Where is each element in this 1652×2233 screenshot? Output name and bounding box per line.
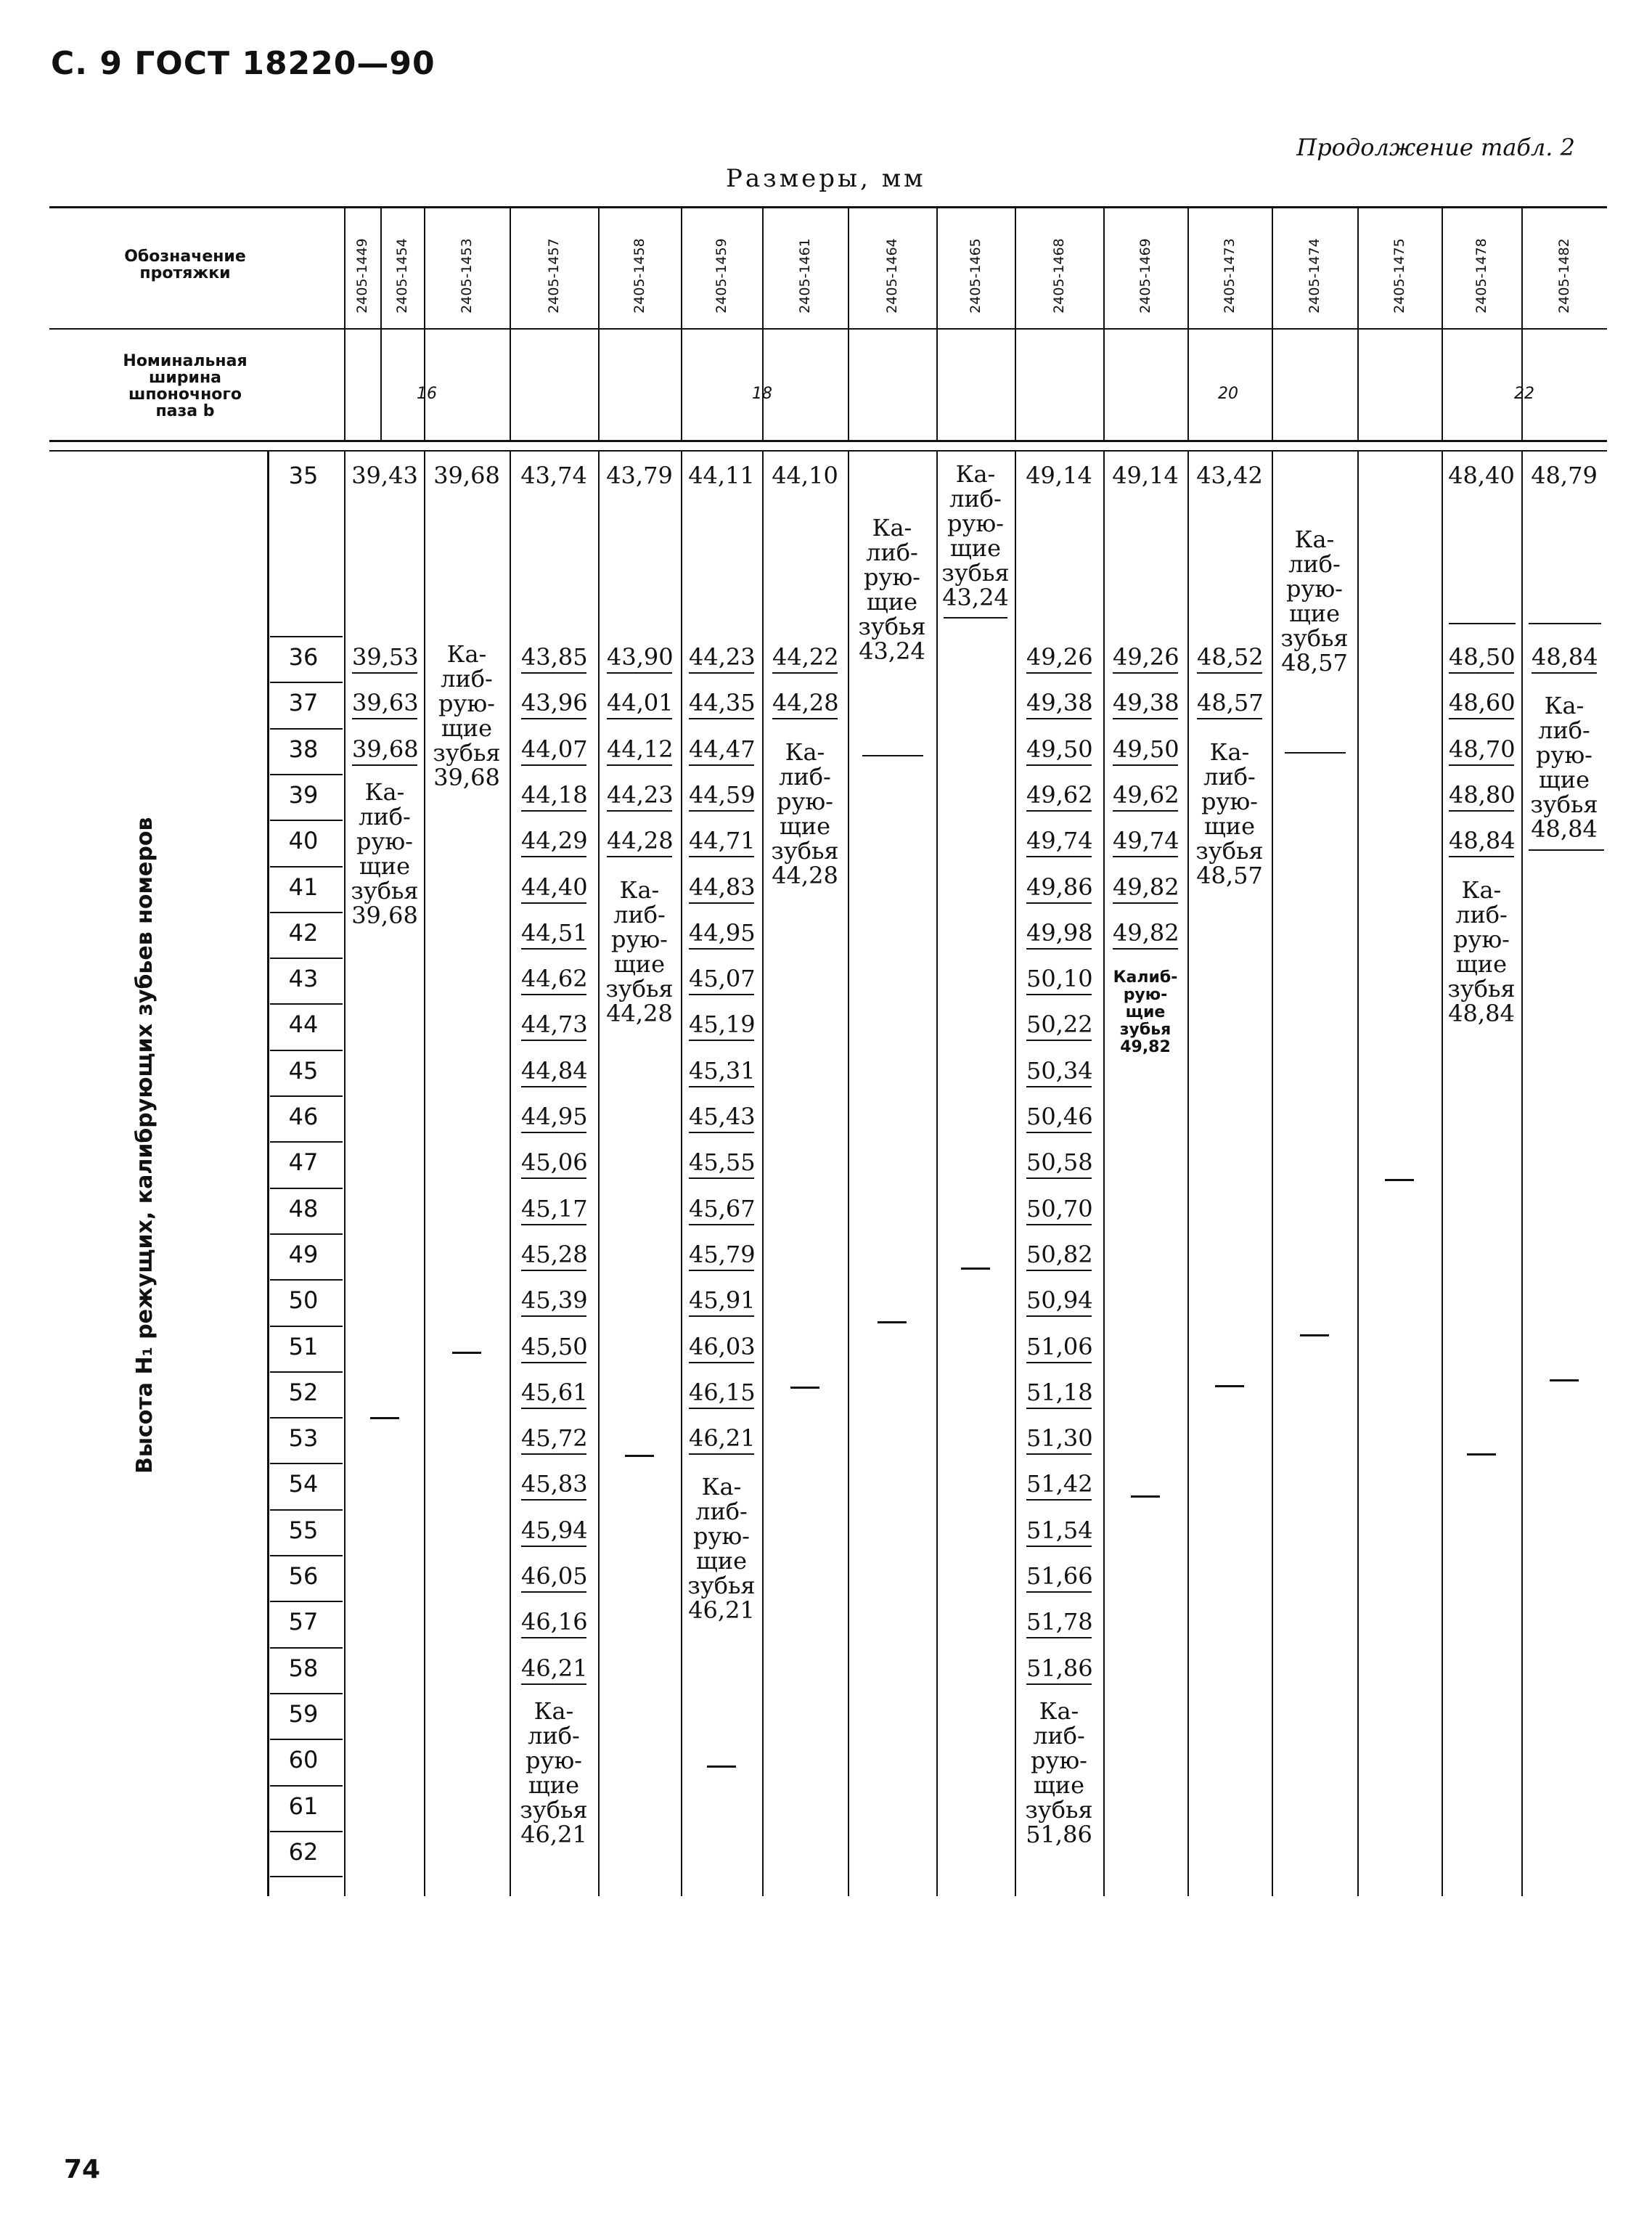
broach-code-text: 2405-1474 — [1307, 238, 1323, 314]
calibration-note: Ка- либ- рую- щие зубья 44,28 — [771, 738, 839, 889]
value-cell: 50,58 — [1026, 1148, 1092, 1179]
value-cell: 48,60 — [1449, 689, 1514, 719]
dash-mark — [370, 1417, 399, 1419]
body-column-rule — [848, 452, 849, 1896]
value-cell: 45,83 — [521, 1470, 586, 1501]
value-cell: 50,94 — [1026, 1286, 1092, 1317]
value-cell: 45,43 — [689, 1103, 754, 1133]
value-cell: 44,83 — [689, 873, 754, 904]
value-cell: 44,18 — [521, 781, 586, 812]
value-cell: 43,42 — [1196, 462, 1263, 489]
value-cell: 43,90 — [607, 643, 672, 674]
row-number: 50 — [288, 1286, 319, 1315]
row-number: 39 — [288, 780, 319, 809]
page-number: 74 — [64, 2155, 101, 2184]
row-number: 42 — [288, 918, 319, 947]
calibration-note: Калиб- рую- щие зубья 49,82 — [1113, 968, 1178, 1057]
value-cell: 48,79 — [1531, 462, 1598, 489]
dash-mark — [707, 1765, 736, 1768]
body-column-rule — [681, 452, 682, 1896]
row-number-rule — [270, 1417, 343, 1418]
separator-rule — [1285, 752, 1346, 754]
value-cell: 49,26 — [1026, 643, 1092, 674]
value-cell: 44,28 — [772, 689, 838, 719]
value-cell: 49,74 — [1113, 827, 1178, 857]
row-number-rule — [270, 1326, 343, 1327]
value-cell: 45,67 — [689, 1195, 754, 1225]
value-cell: 49,14 — [1112, 462, 1179, 489]
value-cell: 49,82 — [1113, 873, 1178, 904]
row-number: 59 — [288, 1699, 319, 1728]
row-number-rule — [270, 1555, 343, 1556]
value-cell: 48,50 — [1449, 643, 1514, 674]
value-cell: 44,95 — [689, 919, 754, 950]
table-units-caption: Размеры, мм — [726, 164, 926, 193]
value-cell: 46,03 — [689, 1333, 754, 1363]
header-bottom-rule — [49, 440, 1607, 442]
body-column-rule — [936, 452, 938, 1896]
value-cell: 45,07 — [689, 965, 754, 995]
value-cell: 44,29 — [521, 827, 586, 857]
row-number-rule — [270, 1831, 343, 1832]
value-cell: 45,06 — [521, 1148, 586, 1179]
row-header-nominal-width: Номинальная ширина шпоночного паза b — [123, 352, 248, 420]
value-cell: 50,70 — [1026, 1195, 1092, 1225]
header-column-rule — [598, 208, 600, 441]
calibration-note: Ка- либ- рую- щие зубья 43,24 — [858, 514, 926, 665]
value-cell: 43,85 — [521, 643, 586, 674]
value-cell: 49,38 — [1026, 689, 1092, 719]
value-cell: 46,21 — [689, 1424, 754, 1455]
value-cell: 43,79 — [606, 462, 673, 489]
row-number: 58 — [288, 1654, 319, 1682]
body-top-rule — [49, 450, 1607, 452]
broach-code-label — [1293, 218, 1336, 334]
value-cell: 48,57 — [1197, 689, 1262, 719]
broach-code-label — [954, 218, 997, 334]
row-number-rule — [270, 1371, 343, 1373]
broach-code-label — [618, 218, 661, 334]
header-column-rule — [1357, 208, 1359, 441]
row-number: 35 — [288, 462, 319, 489]
dash-mark — [1131, 1495, 1160, 1498]
value-cell: 49,38 — [1113, 689, 1178, 719]
value-cell: 49,62 — [1113, 781, 1178, 812]
body-column-rule — [1521, 452, 1523, 1896]
row-number-rule — [270, 866, 343, 868]
broach-code-text: 2405-1469 — [1137, 238, 1154, 314]
header-divider-rule — [49, 328, 1607, 330]
row-number: 54 — [288, 1470, 319, 1498]
broach-code-label — [870, 218, 914, 334]
value-cell: 46,15 — [689, 1379, 754, 1409]
value-cell: 39,43 — [351, 462, 418, 489]
value-cell: 45,28 — [521, 1241, 586, 1271]
dash-mark — [1300, 1334, 1329, 1336]
row-number-rule — [270, 682, 343, 683]
separator-rule — [944, 617, 1007, 619]
broach-code-label — [1208, 218, 1251, 334]
value-cell: 45,94 — [521, 1516, 586, 1547]
value-cell: 48,70 — [1449, 735, 1514, 766]
value-cell: 44,71 — [689, 827, 754, 857]
value-cell: 49,98 — [1026, 919, 1092, 950]
calibration-note: Ка- либ- рую- щие зубья 48,57 — [1195, 738, 1264, 889]
value-cell: 44,23 — [607, 781, 672, 812]
value-cell: 46,21 — [521, 1654, 586, 1685]
broach-code-label — [1124, 218, 1167, 334]
nominal-width-value: 16 — [417, 385, 437, 403]
value-cell: 45,91 — [689, 1286, 754, 1317]
header-column-rule — [848, 208, 849, 441]
value-cell: 51,66 — [1026, 1562, 1092, 1593]
value-cell: 49,82 — [1113, 919, 1178, 950]
row-number-rule — [270, 1601, 343, 1602]
row-number-rule — [270, 820, 343, 821]
value-cell: 51,18 — [1026, 1379, 1092, 1409]
value-cell: 44,62 — [521, 965, 586, 995]
broach-code-label — [1542, 218, 1586, 334]
dash-mark — [452, 1352, 481, 1354]
table-continuation-note: Продолжение табл. 2 — [1296, 134, 1575, 161]
broach-code-text: 2405-1457 — [546, 238, 563, 314]
value-cell: 50,82 — [1026, 1241, 1092, 1271]
broach-code-label — [532, 218, 576, 334]
row-number: 37 — [288, 689, 319, 717]
dash-mark — [1550, 1379, 1579, 1381]
body-column-rule — [1442, 452, 1443, 1896]
value-cell: 44,22 — [772, 643, 838, 674]
value-cell: 49,62 — [1026, 781, 1092, 812]
header-column-rule — [1015, 208, 1016, 441]
value-cell: 44,07 — [521, 735, 586, 766]
value-cell: 44,40 — [521, 873, 586, 904]
calibration-note: Ка- либ- рую- щие зубья 39,68 — [351, 777, 419, 929]
dash-mark — [878, 1321, 907, 1323]
value-cell: 44,35 — [689, 689, 754, 719]
header-column-rule — [1521, 208, 1523, 441]
row-number-rule — [270, 1693, 343, 1694]
value-cell: 49,50 — [1026, 735, 1092, 766]
value-cell: 45,50 — [521, 1333, 586, 1363]
value-cell: 45,72 — [521, 1424, 586, 1455]
row-number-rule — [270, 1095, 343, 1097]
nominal-width-value: 18 — [752, 385, 772, 403]
value-cell: 45,17 — [521, 1195, 586, 1225]
separator-rule — [862, 755, 923, 756]
body-column-rule — [1272, 452, 1273, 1896]
row-number: 38 — [288, 735, 319, 763]
broach-code-label — [380, 218, 424, 334]
broach-code-label — [1037, 218, 1081, 334]
row-number-rule — [270, 1647, 343, 1649]
value-cell: 45,19 — [689, 1011, 754, 1041]
header-column-rule — [681, 208, 682, 441]
value-cell: 51,30 — [1026, 1424, 1092, 1455]
row-number-rule — [270, 1739, 343, 1740]
calibration-note: Ка- либ- рую- щие зубья 46,21 — [687, 1473, 756, 1625]
value-cell: 49,74 — [1026, 827, 1092, 857]
separator-rule — [1529, 623, 1601, 624]
dash-mark — [1385, 1179, 1414, 1181]
header-column-rule — [1442, 208, 1443, 441]
value-cell: 44,01 — [607, 689, 672, 719]
nominal-width-value: 22 — [1514, 385, 1534, 403]
row-number-rule — [270, 912, 343, 913]
row-number: 56 — [288, 1562, 319, 1590]
body-column-rule — [598, 452, 600, 1896]
row-number: 52 — [288, 1378, 319, 1406]
value-cell: 51,54 — [1026, 1516, 1092, 1547]
value-cell: 44,12 — [607, 735, 672, 766]
dash-mark — [1215, 1385, 1244, 1387]
dash-mark — [1467, 1453, 1496, 1456]
value-cell: 43,96 — [521, 689, 586, 719]
page-header-title: С. 9 ГОСТ 18220—90 — [51, 45, 436, 82]
header-column-rule — [1187, 208, 1189, 441]
row-number: 62 — [288, 1837, 319, 1866]
calibration-note: Ка- либ- рую- щие зубья 43,24 — [941, 460, 1010, 611]
broach-code-text: 2405-1461 — [797, 238, 814, 314]
broach-code-text: 2405-1482 — [1556, 238, 1573, 314]
value-cell: 39,68 — [433, 462, 500, 489]
header-column-rule — [424, 208, 425, 441]
row-number: 45 — [288, 1056, 319, 1085]
value-cell: 44,47 — [689, 735, 754, 766]
body-column-rule — [510, 452, 511, 1896]
body-column-rule — [424, 452, 425, 1896]
body-column-rule — [1357, 452, 1359, 1896]
value-cell: 45,39 — [521, 1286, 586, 1317]
row-number: 46 — [288, 1103, 319, 1130]
body-column-rule — [1187, 452, 1189, 1896]
broach-code-text: 2405-1478 — [1473, 238, 1490, 314]
row-number: 55 — [288, 1516, 319, 1544]
body-column-rule — [344, 452, 345, 1896]
table-top-rule — [49, 206, 1607, 208]
row-number: 51 — [288, 1332, 319, 1360]
value-cell: 49,50 — [1113, 735, 1178, 766]
broach-code-text: 2405-1465 — [968, 238, 984, 314]
row-number-rule — [270, 1509, 343, 1511]
value-cell: 49,14 — [1026, 462, 1092, 489]
row-number-rule — [270, 1785, 343, 1787]
value-cell: 44,23 — [689, 643, 754, 674]
row-number-rule — [270, 728, 343, 730]
calibration-note: Ка- либ- рую- щие зубья 48,84 — [1530, 692, 1598, 844]
broach-code-label — [1460, 218, 1503, 334]
calibration-note: Ка- либ- рую- щие зубья 46,21 — [520, 1697, 588, 1848]
row-number: 44 — [288, 1011, 319, 1039]
row-number-rule — [270, 1050, 343, 1051]
value-cell: 50,10 — [1026, 965, 1092, 995]
nominal-width-value: 20 — [1218, 385, 1238, 403]
row-number-rule — [270, 958, 343, 959]
calibration-note: Ка- либ- рую- щие зубья 44,28 — [605, 875, 674, 1027]
value-cell: 50,46 — [1026, 1103, 1092, 1133]
value-cell: 46,16 — [521, 1608, 586, 1638]
value-cell: 51,42 — [1026, 1470, 1092, 1501]
broach-code-text: 2405-1454 — [394, 238, 411, 314]
calibration-note: Ка- либ- рую- щие зубья 39,68 — [433, 640, 501, 791]
row-number-rule — [270, 774, 343, 775]
body-column-rule — [1015, 452, 1016, 1896]
value-cell: 44,95 — [521, 1103, 586, 1133]
separator-rule — [1529, 849, 1604, 851]
dash-mark — [961, 1267, 990, 1270]
calibration-note: Ка- либ- рую- щие зубья 48,84 — [1447, 875, 1516, 1027]
dash-mark — [625, 1455, 654, 1457]
row-number-rule — [270, 1463, 343, 1464]
value-cell: 50,34 — [1026, 1057, 1092, 1087]
row-number: 36 — [288, 643, 319, 671]
value-cell: 44,59 — [689, 781, 754, 812]
value-cell: 44,73 — [521, 1011, 586, 1041]
body-column-rule — [1103, 452, 1105, 1896]
row-number-rule — [270, 1233, 343, 1235]
broach-code-text: 2405-1459 — [713, 238, 730, 314]
broach-code-label — [340, 218, 384, 334]
broach-code-text: 2405-1458 — [631, 238, 648, 314]
value-cell: 48,80 — [1449, 781, 1514, 812]
value-cell: 46,05 — [521, 1562, 586, 1593]
broach-code-text: 2405-1449 — [354, 238, 371, 314]
calibration-note: Ка- либ- рую- щие зубья 51,86 — [1025, 1697, 1093, 1848]
row-number: 60 — [288, 1746, 319, 1774]
broach-code-label — [783, 218, 827, 334]
header-column-rule — [1103, 208, 1105, 441]
row-number: 43 — [288, 965, 319, 993]
body-column-rule — [762, 452, 764, 1896]
value-cell: 44,28 — [607, 827, 672, 857]
row-number: 40 — [288, 827, 319, 855]
value-cell: 39,53 — [352, 643, 417, 674]
col-header-broach-designation: Обозначение протяжки — [124, 248, 246, 282]
value-cell: 45,61 — [521, 1379, 586, 1409]
row-number: 41 — [288, 873, 319, 901]
row-number-rule — [270, 1279, 343, 1281]
dash-mark — [790, 1387, 819, 1389]
value-cell: 44,84 — [521, 1057, 586, 1087]
header-column-rule — [762, 208, 764, 441]
header-column-rule — [510, 208, 511, 441]
row-number: 49 — [288, 1240, 319, 1268]
broach-code-text: 2405-1473 — [1222, 238, 1238, 314]
broach-code-text: 2405-1475 — [1391, 238, 1408, 314]
value-cell: 51,06 — [1026, 1333, 1092, 1363]
header-column-rule — [1272, 208, 1273, 441]
value-cell: 48,40 — [1448, 462, 1515, 489]
value-cell: 44,11 — [688, 462, 755, 489]
row-number: 48 — [288, 1194, 319, 1222]
broach-code-label — [445, 218, 488, 334]
broach-code-text: 2405-1468 — [1051, 238, 1068, 314]
broach-code-label — [700, 218, 743, 334]
row-number-rule — [270, 1003, 343, 1005]
value-cell: 45,55 — [689, 1148, 754, 1179]
value-cell: 51,78 — [1026, 1608, 1092, 1638]
value-cell: 45,79 — [689, 1241, 754, 1271]
row-number-column-left-rule — [267, 452, 269, 1896]
header-column-rule — [936, 208, 938, 441]
row-number-rule — [270, 1188, 343, 1189]
row-number: 53 — [288, 1424, 319, 1453]
value-cell: 48,52 — [1197, 643, 1262, 674]
value-cell: 48,84 — [1532, 643, 1597, 674]
calibration-note: Ка- либ- рую- щие зубья 48,57 — [1280, 526, 1349, 677]
row-axis-label: Высота H₁ режущих, калибрующих зубьев номеров — [132, 817, 158, 1474]
value-cell: 39,68 — [352, 735, 417, 766]
separator-rule — [1449, 623, 1516, 624]
value-cell: 48,84 — [1449, 827, 1514, 857]
value-cell: 51,86 — [1026, 1654, 1092, 1685]
value-cell: 49,86 — [1026, 873, 1092, 904]
row-number-rule — [270, 636, 343, 637]
value-cell: 49,26 — [1113, 643, 1178, 674]
value-cell: 44,10 — [772, 462, 838, 489]
broach-code-text: 2405-1453 — [459, 238, 475, 314]
value-cell: 50,22 — [1026, 1011, 1092, 1041]
row-number-rule — [270, 1876, 343, 1877]
broach-code-text: 2405-1464 — [884, 238, 901, 314]
row-number: 57 — [288, 1608, 319, 1636]
value-cell: 44,51 — [521, 919, 586, 950]
value-cell: 45,31 — [689, 1057, 754, 1087]
broach-code-label — [1378, 218, 1421, 334]
value-cell: 39,63 — [352, 689, 417, 719]
row-number-rule — [270, 1141, 343, 1143]
row-number: 61 — [288, 1792, 319, 1820]
row-number: 47 — [288, 1148, 319, 1177]
value-cell: 43,74 — [520, 462, 587, 489]
